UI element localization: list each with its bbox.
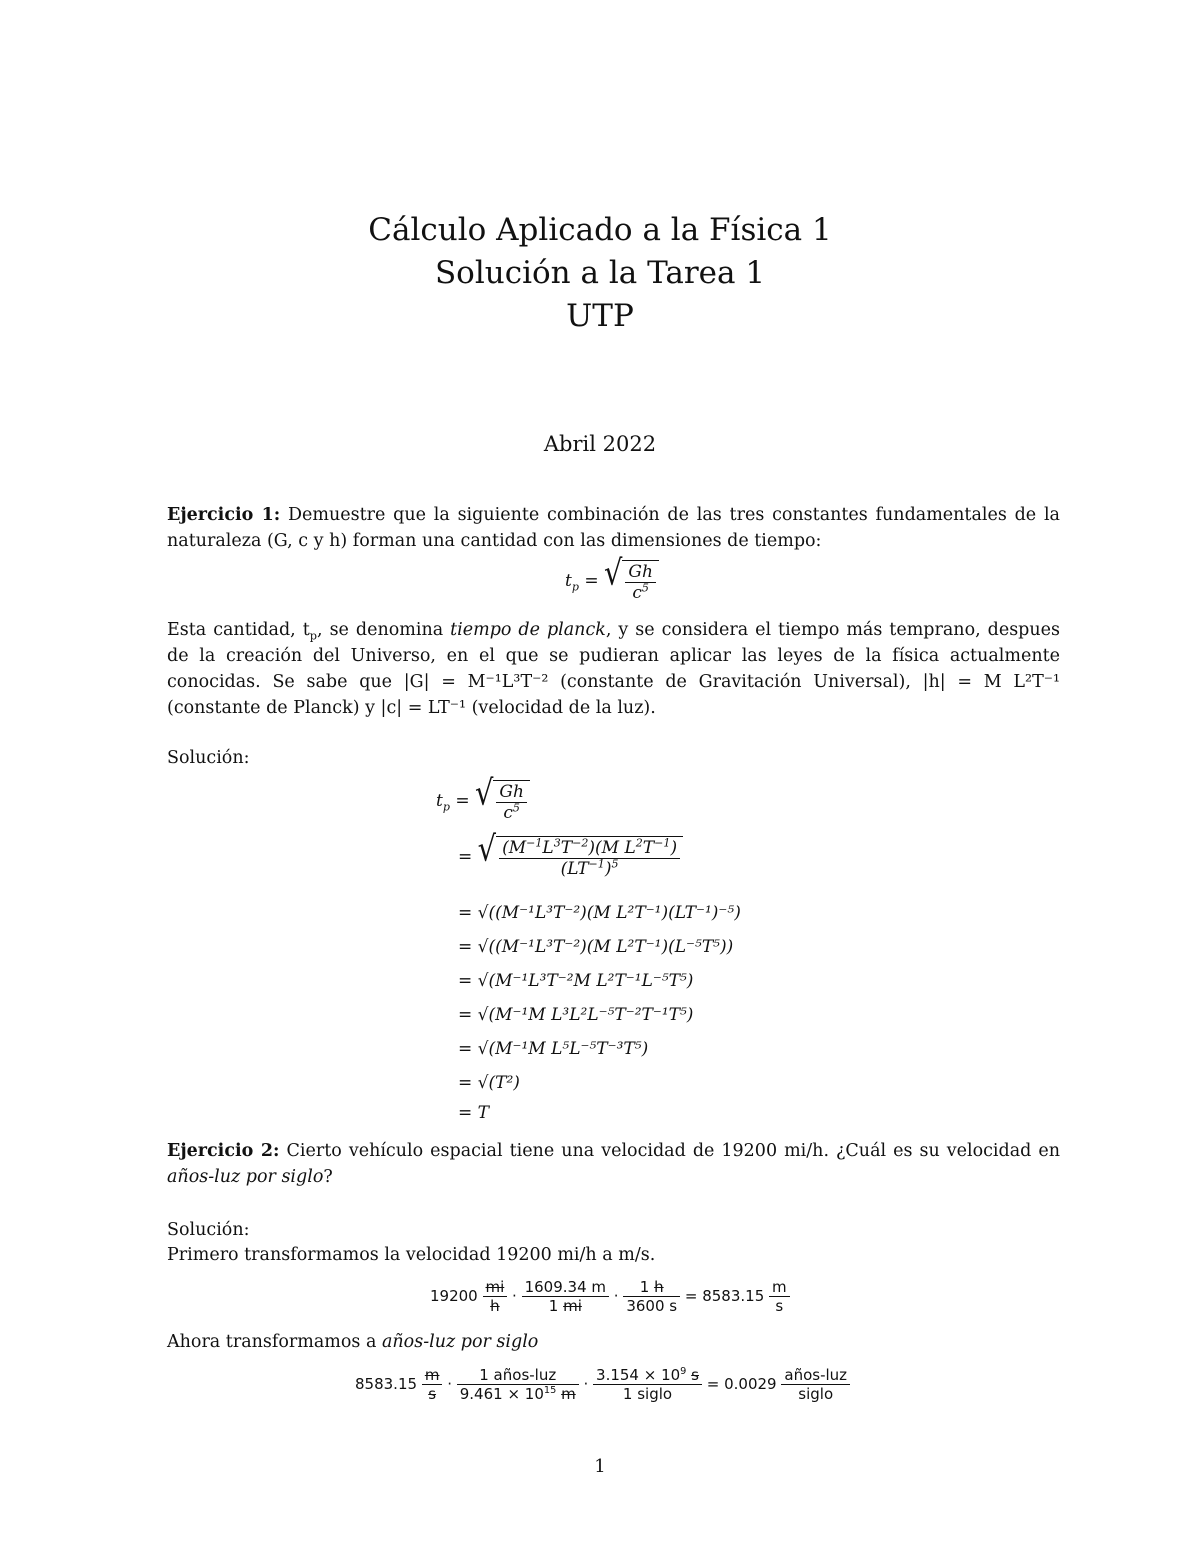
solution-step-4: = √(M⁻¹L³T⁻²M L²T⁻¹L⁻⁵T⁵) [458,971,694,991]
exercise-2-label: Ejercicio 2: [167,1141,280,1161]
solution-step-6: = √(M⁻¹M L⁵L⁻⁵T⁻³T⁵) [458,1039,649,1059]
exercise-2-step-2: Ahora transformamos a años-luz por siglo [167,1332,539,1352]
conversion-1: 19200 $\frac{mi}{h}$ · $\frac{1609.34 m}{1 mi}$ · $\frac{1 h}{3600 s}$ = 8583.15 $\frac{m}{s}$ [430,1278,790,1315]
exercise-1-statement [167,502,1060,554]
exercise-1-solution-label: Solución: [167,748,250,768]
solution-step-0: $t_p$ = √ $\frac{Gh}{c^5}$ [436,780,530,823]
exercise-2-step-1: Primero transformamos la velocidad 19200 mi/h a m/s. [167,1245,656,1265]
solution-step-5: = √(M⁻¹M L³L²L⁻⁵T⁻²T⁻¹T⁵) [458,1005,694,1025]
solution-step-8: = T [458,1103,489,1123]
conversion-2: 8583.15 $\frac{m}{s}$ · $\frac{\text{1 años-luz}}{9.461 \times 10^{15} m}$ · $\frac{3.154 \times 10^9 s}{\text{1 siglo}}$ = 0.0029 $\frac{\text{años-luz}}{\text{siglo}}$ [355,1366,850,1403]
planck-time-formula: $t_p$ = √ $\frac{Gh}{c^5}$ [565,560,659,603]
exercise-1-context: Esta cantidad, $t_p$, se denomina tiempo de planck, y se considera el tiempo más temprano, despues de la creación del Universo, en el que se pudieran aplicar las leyes de la física actualmente conocidas. Se sabe que |G| = M⁻¹L³T⁻² (constante de Gravitación Universal), |h| = M L²T⁻¹ (constante de Planck) y |c| = LT⁻¹ (velocidad de la luz). [167,620,1060,718]
doc-title: Cálculo Aplicado a la Física 1 [368,212,832,248]
doc-date: Abril 2022 [543,432,657,456]
exercise-1-label: Ejercicio 1: [167,505,281,525]
solution-step-3: = √((M⁻¹L³T⁻²)(M L²T⁻¹)(L⁻⁵T⁵)) [458,937,734,957]
exercise-2-statement: Ejercicio 2: Cierto vehículo espacial tiene una velocidad de 19200 mi/h. ¿Cuál es su velocidad en años-luz por siglo? [167,1141,1060,1187]
page-number: 1 [594,1456,606,1477]
exercise-2-solution-label: Solución: [167,1220,250,1240]
doc-institution: UTP [566,298,634,334]
solution-step-1: = √ $\frac{(M^{-1}L^3T^{-2})(M L^2T^{-1})}{(LT^{-1})^5}$ [458,836,683,879]
exercise-1-text: Demuestre que la siguiente combinación de las tres constantes fundamentales de la naturaleza (G, c y h) forman una cantidad con las dimensiones de tiempo: [167,505,1060,551]
doc-subtitle: Solución a la Tarea 1 [434,255,766,291]
solution-step-2: = √((M⁻¹L³T⁻²)(M L²T⁻¹)(LT⁻¹)⁻⁵) [458,903,741,923]
solution-step-7: = √(T²) [458,1073,520,1093]
